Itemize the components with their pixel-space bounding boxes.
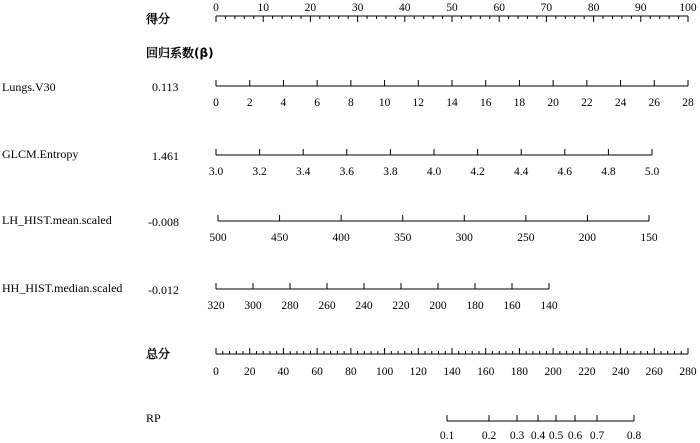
hh-hist-tick-label: 220	[392, 300, 410, 312]
lungs-v30-tick-label: 2	[246, 97, 253, 109]
lh-hist-tick-label: 300	[455, 232, 473, 244]
total-tick-label: 0	[213, 366, 219, 378]
total-tick-label: 280	[679, 366, 697, 378]
var-name-lungs-v30: Lungs.V30	[2, 80, 56, 94]
glcm-entropy-tick-label: 4.2	[470, 166, 485, 178]
hh-hist-tick-label: 160	[503, 300, 521, 312]
coef-header: 回归系数(β)	[146, 46, 214, 60]
var-name-glcm-entropy: GLCM.Entropy	[2, 147, 79, 161]
points-tick-label: 60	[493, 2, 505, 14]
points-tick-label: 50	[446, 2, 458, 14]
glcm-entropy-tick-label: 4.0	[426, 166, 442, 178]
lh-hist-tick-label: 200	[578, 232, 597, 244]
total-tick-label: 100	[375, 366, 394, 378]
points-tick-label: 40	[399, 2, 411, 14]
lungs-v30-tick-label: 12	[412, 97, 425, 109]
hh-hist-tick-label: 280	[281, 300, 299, 312]
lungs-v30-tick-label: 6	[314, 97, 321, 109]
lungs-v30-tick-label: 16	[479, 97, 492, 109]
rp-tick-label: 0.6	[567, 430, 583, 442]
rp-tick-label: 0.1	[439, 430, 455, 442]
hh-hist-tick-label: 140	[540, 300, 558, 312]
rp-tick-label: 0.3	[509, 430, 525, 442]
points-tick-label: 70	[540, 2, 553, 14]
total-tick-label: 160	[477, 366, 495, 378]
points-tick-label: 90	[635, 2, 647, 14]
points-tick-label: 80	[587, 2, 600, 14]
lh-hist-tick-label: 150	[640, 232, 658, 244]
lungs-v30-tick-label: 8	[347, 97, 354, 109]
total-tick-label: 120	[409, 366, 427, 378]
glcm-entropy-tick-label: 3.4	[296, 166, 311, 178]
hh-hist-tick-label: 300	[244, 300, 262, 312]
hh-hist-tick-label: 240	[355, 300, 373, 312]
lh-hist-tick-label: 500	[209, 232, 227, 244]
lungs-v30-tick-label: 0	[213, 97, 219, 109]
rp-tick-label: 0.2	[481, 430, 497, 442]
lungs-v30-tick-label: 22	[581, 97, 593, 109]
lungs-v30-tick-label: 14	[446, 97, 458, 109]
lungs-v30-tick-label: 26	[648, 97, 661, 109]
hh-hist-tick-label: 180	[466, 300, 484, 312]
lh-hist-tick-label: 250	[517, 232, 535, 244]
total-tick-label: 240	[611, 366, 630, 378]
lh-hist-tick-label: 350	[394, 232, 412, 244]
points-tick-label: 0	[213, 2, 219, 14]
lungs-v30-tick-label: 18	[513, 97, 526, 109]
lungs-v30-tick-label: 20	[547, 97, 559, 109]
glcm-entropy-tick-label: 3.8	[383, 166, 398, 178]
total-tick-label: 60	[311, 366, 323, 378]
lungs-v30-tick-label: 10	[378, 97, 391, 109]
total-tick-label: 140	[443, 366, 461, 378]
glcm-entropy-tick-label: 4.8	[601, 166, 616, 178]
var-name-lh-hist: LH_HIST.mean.scaled	[2, 213, 112, 227]
points-tick-label: 100	[679, 2, 697, 14]
outcome-label: RP	[146, 411, 161, 425]
hh-hist-tick-label: 200	[429, 300, 447, 312]
total-tick-label: 80	[345, 366, 357, 378]
points-tick-label: 10	[257, 2, 269, 14]
coef-lungs-v30: 0.113	[152, 80, 179, 94]
lungs-v30-tick-label: 28	[682, 97, 694, 109]
hh-hist-tick-label: 320	[207, 300, 225, 312]
total-tick-label: 220	[578, 366, 596, 378]
lungs-v30-tick-label: 4	[280, 97, 287, 109]
points-tick-label: 20	[304, 2, 317, 14]
lungs-v30-tick-label: 24	[614, 97, 627, 109]
hh-hist-tick-label: 260	[318, 300, 336, 312]
glcm-entropy-tick-label: 5.0	[644, 166, 660, 178]
total-tick-label: 20	[243, 366, 256, 378]
rp-tick-label: 0.5	[548, 430, 564, 442]
var-name-hh-hist: HH_HIST.median.scaled	[2, 281, 123, 295]
lh-hist-tick-label: 450	[270, 232, 289, 244]
coef-hh-hist: -0.012	[148, 283, 179, 297]
glcm-entropy-tick-label: 4.4	[514, 166, 529, 178]
total-points-label: 总分	[146, 347, 171, 361]
lh-hist-tick-label: 400	[332, 232, 350, 244]
total-tick-label: 40	[277, 366, 290, 378]
coef-glcm-entropy: 1.461	[152, 149, 179, 163]
glcm-entropy-tick-label: 3.2	[252, 166, 267, 178]
total-tick-label: 260	[645, 366, 663, 378]
total-tick-label: 200	[544, 366, 562, 378]
axes-group	[207, 2, 697, 442]
coef-lh-hist: -0.008	[148, 215, 179, 229]
rp-tick-label: 0.4	[530, 430, 546, 442]
glcm-entropy-tick-label: 3.6	[339, 166, 354, 178]
total-tick-label: 180	[510, 366, 529, 378]
rp-tick-label: 0.8	[626, 430, 642, 442]
points-label: 得分	[146, 12, 171, 26]
points-tick-label: 30	[351, 2, 364, 14]
rp-tick-label: 0.7	[589, 430, 605, 442]
glcm-entropy-tick-label: 3.0	[208, 166, 224, 178]
glcm-entropy-tick-label: 4.6	[557, 166, 572, 178]
